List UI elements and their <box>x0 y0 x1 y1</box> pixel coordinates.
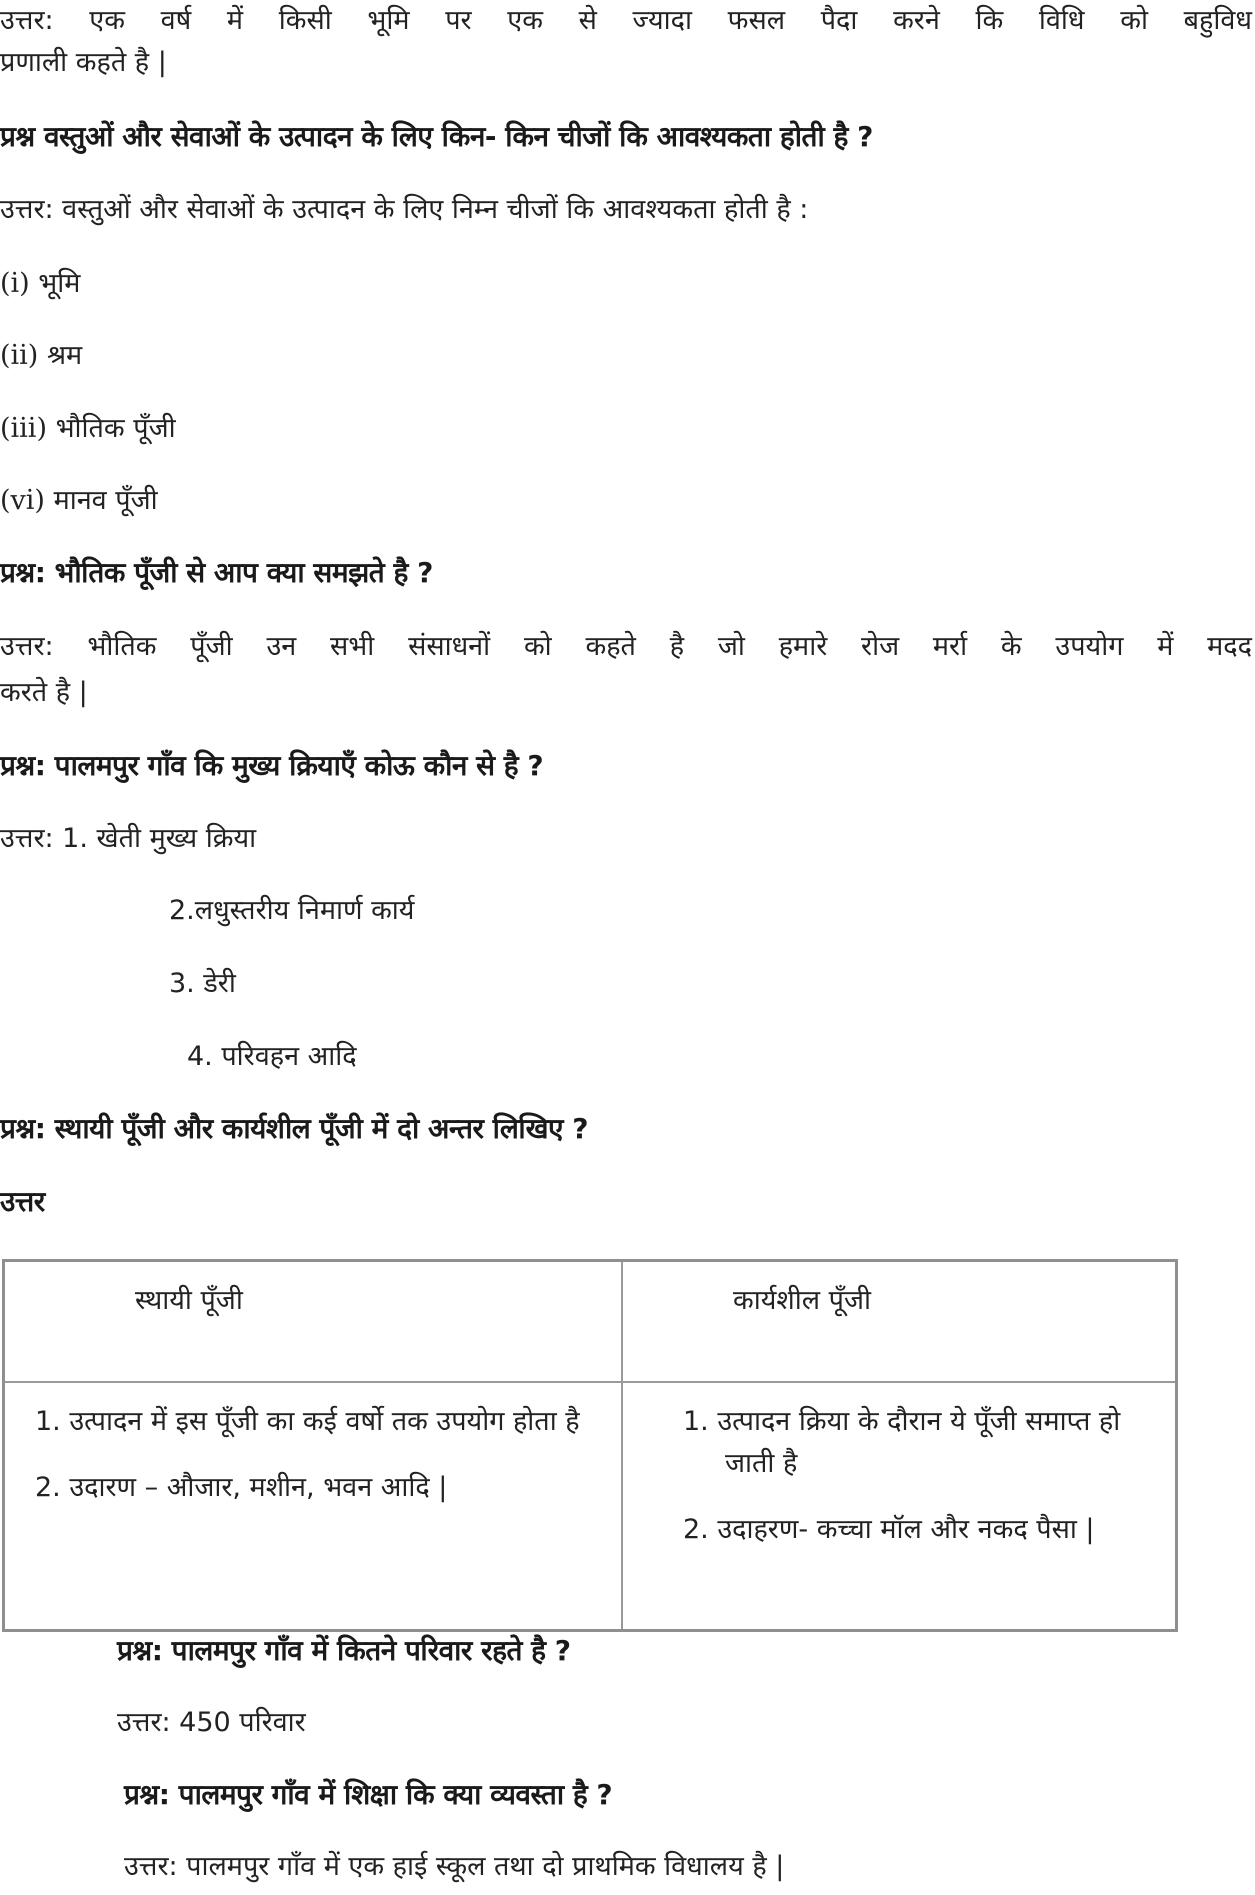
answer-label: उत्तर <box>0 1185 45 1218</box>
answer-education: उत्तर: पालमपुर गाँव में एक हाई स्कूल तथा दो प्राथमिक विधालय है | <box>124 1851 785 1882</box>
answer-physical-capital-line2: करते है | <box>0 677 88 708</box>
working-capital-point-2: 2. उदाहरण- कच्चा मॉल और नकद पैसा | <box>683 1514 1095 1545</box>
fixed-capital-point-1: 1. उत्पादन में इस पूँजी का कई वर्षो तक उपयोग होता है <box>35 1406 580 1437</box>
answer-multiple-cropping-line2: प्रणाली कहते है | <box>0 47 167 78</box>
question-physical-capital: प्रश्न: भौतिक पूँजी से आप क्या समझते है ? <box>0 556 433 589</box>
header-working-capital: कार्यशील पूँजी <box>622 1261 1177 1383</box>
question-production-requirements: प्रश्न वस्तुओं और सेवाओं के उत्पादन के लिए किन- किन चीजों कि आवश्यकता होती है ? <box>0 120 873 153</box>
working-capital-cell <box>622 1382 1177 1631</box>
question-main-activities: प्रश्न: पालमपुर गाँव कि मुख्य क्रियाएँ कोऊ कौन से है ? <box>0 749 544 782</box>
answer-activity-4: 4. परिवहन आदि <box>187 1041 357 1072</box>
answer-multiple-cropping-line1: उत्तर: एक वर्ष में किसी भूमि पर एक से ज्यादा फसल पैदा करने कि विधि को बहुविध <box>0 5 1252 36</box>
capital-comparison-table <box>2 1259 1178 1632</box>
answer-families-count: उत्तर: 450 परिवार <box>117 1707 306 1738</box>
list-item-human-capital: (vi) मानव पूँजी <box>0 485 158 516</box>
question-education: प्रश्न: पालमपुर गाँव में शिक्षा कि क्या व्यवस्ता है ? <box>124 1778 613 1811</box>
list-item-land: (i) भूमि <box>0 268 81 299</box>
question-capital-difference: प्रश्न: स्थायी पूँजी और कार्यशील पूँजी में दो अन्तर लिखिए ? <box>0 1112 589 1145</box>
working-capital-point-1: 1. उत्पादन क्रिया के दौरान ये पूँजी समाप्त हो जाती है <box>683 1406 1121 1479</box>
table-row <box>4 1382 1177 1631</box>
fixed-capital-cell <box>4 1382 623 1631</box>
answer-activity-2: 2.लधुस्तरीय निमार्ण कार्य <box>169 895 415 926</box>
header-fixed-capital: स्थायी पूँजी <box>4 1261 623 1383</box>
table-header-row <box>4 1261 1177 1383</box>
answer-physical-capital-line1: उत्तर: भौतिक पूँजी उन सभी संसाधनों को कहते है जो हमारे रोज मर्रा के उपयोग में मदद <box>0 631 1252 662</box>
answer-activity-3: 3. डेरी <box>169 968 236 999</box>
list-item-physical-capital: (iii) भौतिक पूँजी <box>0 413 176 444</box>
answer-activity-1: उत्तर: 1. खेती मुख्य क्रिया <box>0 823 257 854</box>
question-families-count: प्रश्न: पालमपुर गाँव में कितने परिवार रहते है ? <box>117 1634 571 1667</box>
answer-production-requirements: उत्तर: वस्तुओं और सेवाओं के उत्पादन के लिए निम्न चीजों कि आवश्यकता होती है : <box>0 194 809 225</box>
fixed-capital-point-2: 2. उदारण – औजार, मशीन, भवन आदि | <box>35 1472 448 1503</box>
list-item-labour: (ii) श्रम <box>0 340 83 371</box>
